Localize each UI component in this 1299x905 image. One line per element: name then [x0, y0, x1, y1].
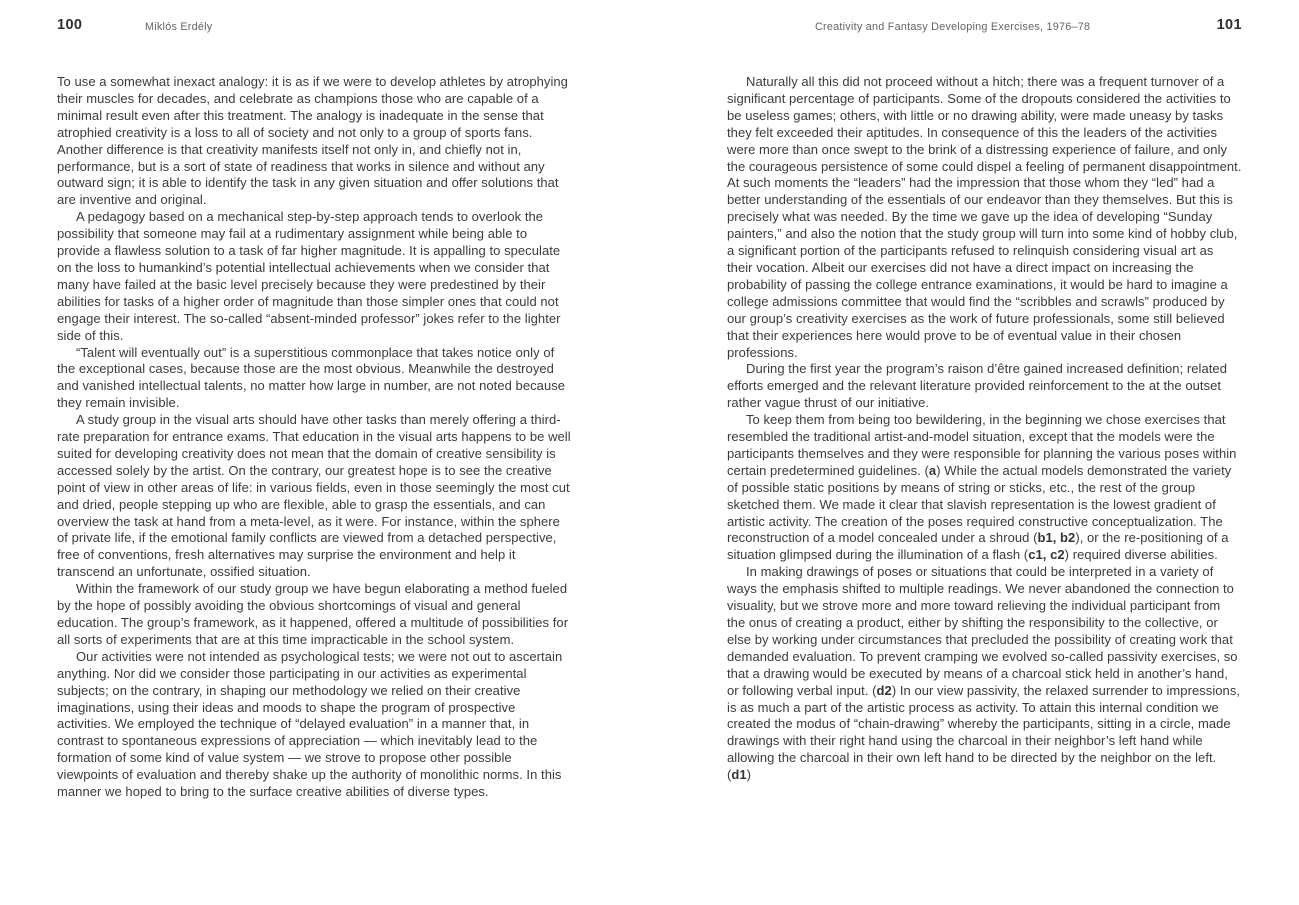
paragraph: During the first year the program’s raison d’être gained increased definition; related efforts emerged and the relevant literature provided reinforcement to the at the outset rather vague thrust of our initiative.: [727, 361, 1227, 411]
page-left: [57, 0, 572, 905]
running-header-left: Miklós Erdély: [145, 21, 213, 33]
body-text-right: [727, 74, 1242, 784]
paragraph: In making drawings of poses or situations that could be interpreted in a variety of ways the emphasis shifted to multiple readings. We never abandoned the connection to visuality, but we strove more and more toward relieving the individual participant from the onus of creating a product, either by shifting the responsibility to the collective, or else by working under circumstances that precluded the possibility of creating work that demanded evaluation. To prevent cramping we evolved so-called passivity exercises, so that a drawing would be executed by means of a charcoal stick held in another’s hand, or following verbal input. (d2) In our view passivity, the relaxed surrender to impressions, is as much a part of the artistic process as activity. To attain this internal condition we created the modus of “chain-drawing” whereby the participants, sitting in a circle, made drawings with their right hand using the charcoal in their neighbor’s left hand while allowing the charcoal in their own left hand to be directed by the neighbor on the left. (d1): [727, 564, 1241, 783]
paragraph: Naturally all this did not proceed without a hitch; there was a frequent turnover of a significant percentage of participants. Some of the dropouts considered the activities to be useless games; others, with little or no drawing ability, were made uneasy by tasks they felt exceeded their aptitudes. In consequence of this the leaders of the activities were more than once swept to the brink of a distressing experience of failure, and only the courageous persistence of some could dispel a feeling of permanent disappointment. At such moments the “leaders” had the impression that those whom they “led” had a better understanding of the essentials of our endeavor than they themselves. But this is precisely what was needed. By the time we gave up the idea of developing “Sunday painters,” and also the notion that the study group will turn into some kind of hobby club, a significant portion of the participants refused to relinquish considering visual art as their vocation. Albeit our exercises did not have a direct impact on increasing the probability of passing the college entrance examinations, it would be hard to imagine a college admissions committee that would find the “scribbles and scrawls” produced by our group’s creativity exercises as the work of future professionals, some still believed that their experiences here would prove to be of eventual value in their chosen professions.: [727, 74, 1242, 360]
page-right: [727, 0, 1242, 905]
paragraph: Our activities were not intended as psychological tests; we were not out to ascertain anything. Nor did we consider those participating in our activities as experimental subjects; on the contrary, in shaping our methodology we relied on their creative imaginations, using their ideas and moods to shape the program of prospective activities. We employed the technique of “delayed evaluation” in a manner that, in contrast to spontaneous expressions of appreciation — which inevitably lead to the formation of some kind of value system — we strove to propose other possible viewpoints of evaluation and thereby shake up the authority of monolithic norms. In this manner we hoped to bring to the surface creative abilities of diverse types.: [57, 648, 563, 800]
paragraph: Within the framework of our study group we have begun elaborating a method fueled by the hope of possibly avoiding the obvious shortcomings of visual and general education. The group’s framework, as it happened, offered a multitude of possibilities for all sorts of experiments that are at this time impracticable in the school system.: [57, 581, 569, 647]
paragraph: To keep them from being too bewildering, in the beginning we chose exercises that resembled the traditional artist-and-model situation, except that the models were the participants themselves and they were responsible for planning the various poses within certain predetermined guidelines. (a) While the actual models demonstrated the variety of possible static positions by means of string or sticks, etc., the rest of the group sketched them. We made it clear that slavish representation is the lowest gradient of artistic activity. The creation of the poses required constructive conceptualization. The reconstruction of a model concealed under a shroud (b1, b2), or the re-positioning of a situation glimpsed during the illumination of a flash (c1, c2) required diverse abilities.: [727, 412, 1237, 563]
body-text-left: [57, 74, 572, 801]
page-number-right: 101: [1216, 17, 1242, 33]
paragraph: A study group in the visual arts should have other tasks than merely offering a third-rate preparation for entrance exams. That education in the visual arts happens to be well suited for developing creativity does not mean that the domain of creative sensibility is accessed solely by the artist. On the contrary, our greatest hope is to see the creative point of view in other areas of life: in various fields, even in those seemingly the most cut and dried, people stepping up who are flexible, able to grasp the essentials, and can overview the task at hand from a meta-level, as it were. For instance, within the sphere of private life, if the emotional family conflicts are viewed from a detached perspective, free of conventions, fresh alternatives may surprise the environment and help it transcend an unfortunate, ossified situation.: [57, 412, 571, 580]
paragraph: To use a somewhat inexact analogy: it is as if we were to develop athletes by atrophying their muscles for decades, and celebrate as champions those who are capable of a minimal result even after this treatment. The analogy is inadequate in the sense that atrophied creativity is a loss to all of society and not only to a group of sports fans. Another difference is that creativity manifests itself not only in, and chiefly not in, performance, but is a sort of state of readiness that works in silence and without any outward sign; it is able to identify the task in any given situation and offer solutions that are inventive and original.: [57, 74, 568, 208]
page-number-left: 100: [57, 17, 83, 33]
paragraph: A pedagogy based on a mechanical step-by-step approach tends to overlook the possibility that someone may fail at a rudimentary assignment while being able to provide a flawless solution to a task of far higher magnitude. It is appalling to speculate on the loss to humankind’s potential intellectual achievements when we consider that many have failed at the basic level precisely because they were predestined by their abilities for tasks of a higher order of magnitude than those simpler ones that could not engage their interest. The so-called “absent-minded professor” jokes refer to the lighter side of this.: [57, 209, 561, 343]
paragraph: “Talent will eventually out” is a superstitious commonplace that takes notice only of the exceptional cases, because those are the most obvious. Meanwhile the destroyed and vanished intellectual talents, no matter how large in number, are not noted because they remain invisible.: [57, 344, 566, 411]
running-header-right: Creativity and Fantasy Developing Exercises, 1976–78: [815, 21, 1091, 33]
